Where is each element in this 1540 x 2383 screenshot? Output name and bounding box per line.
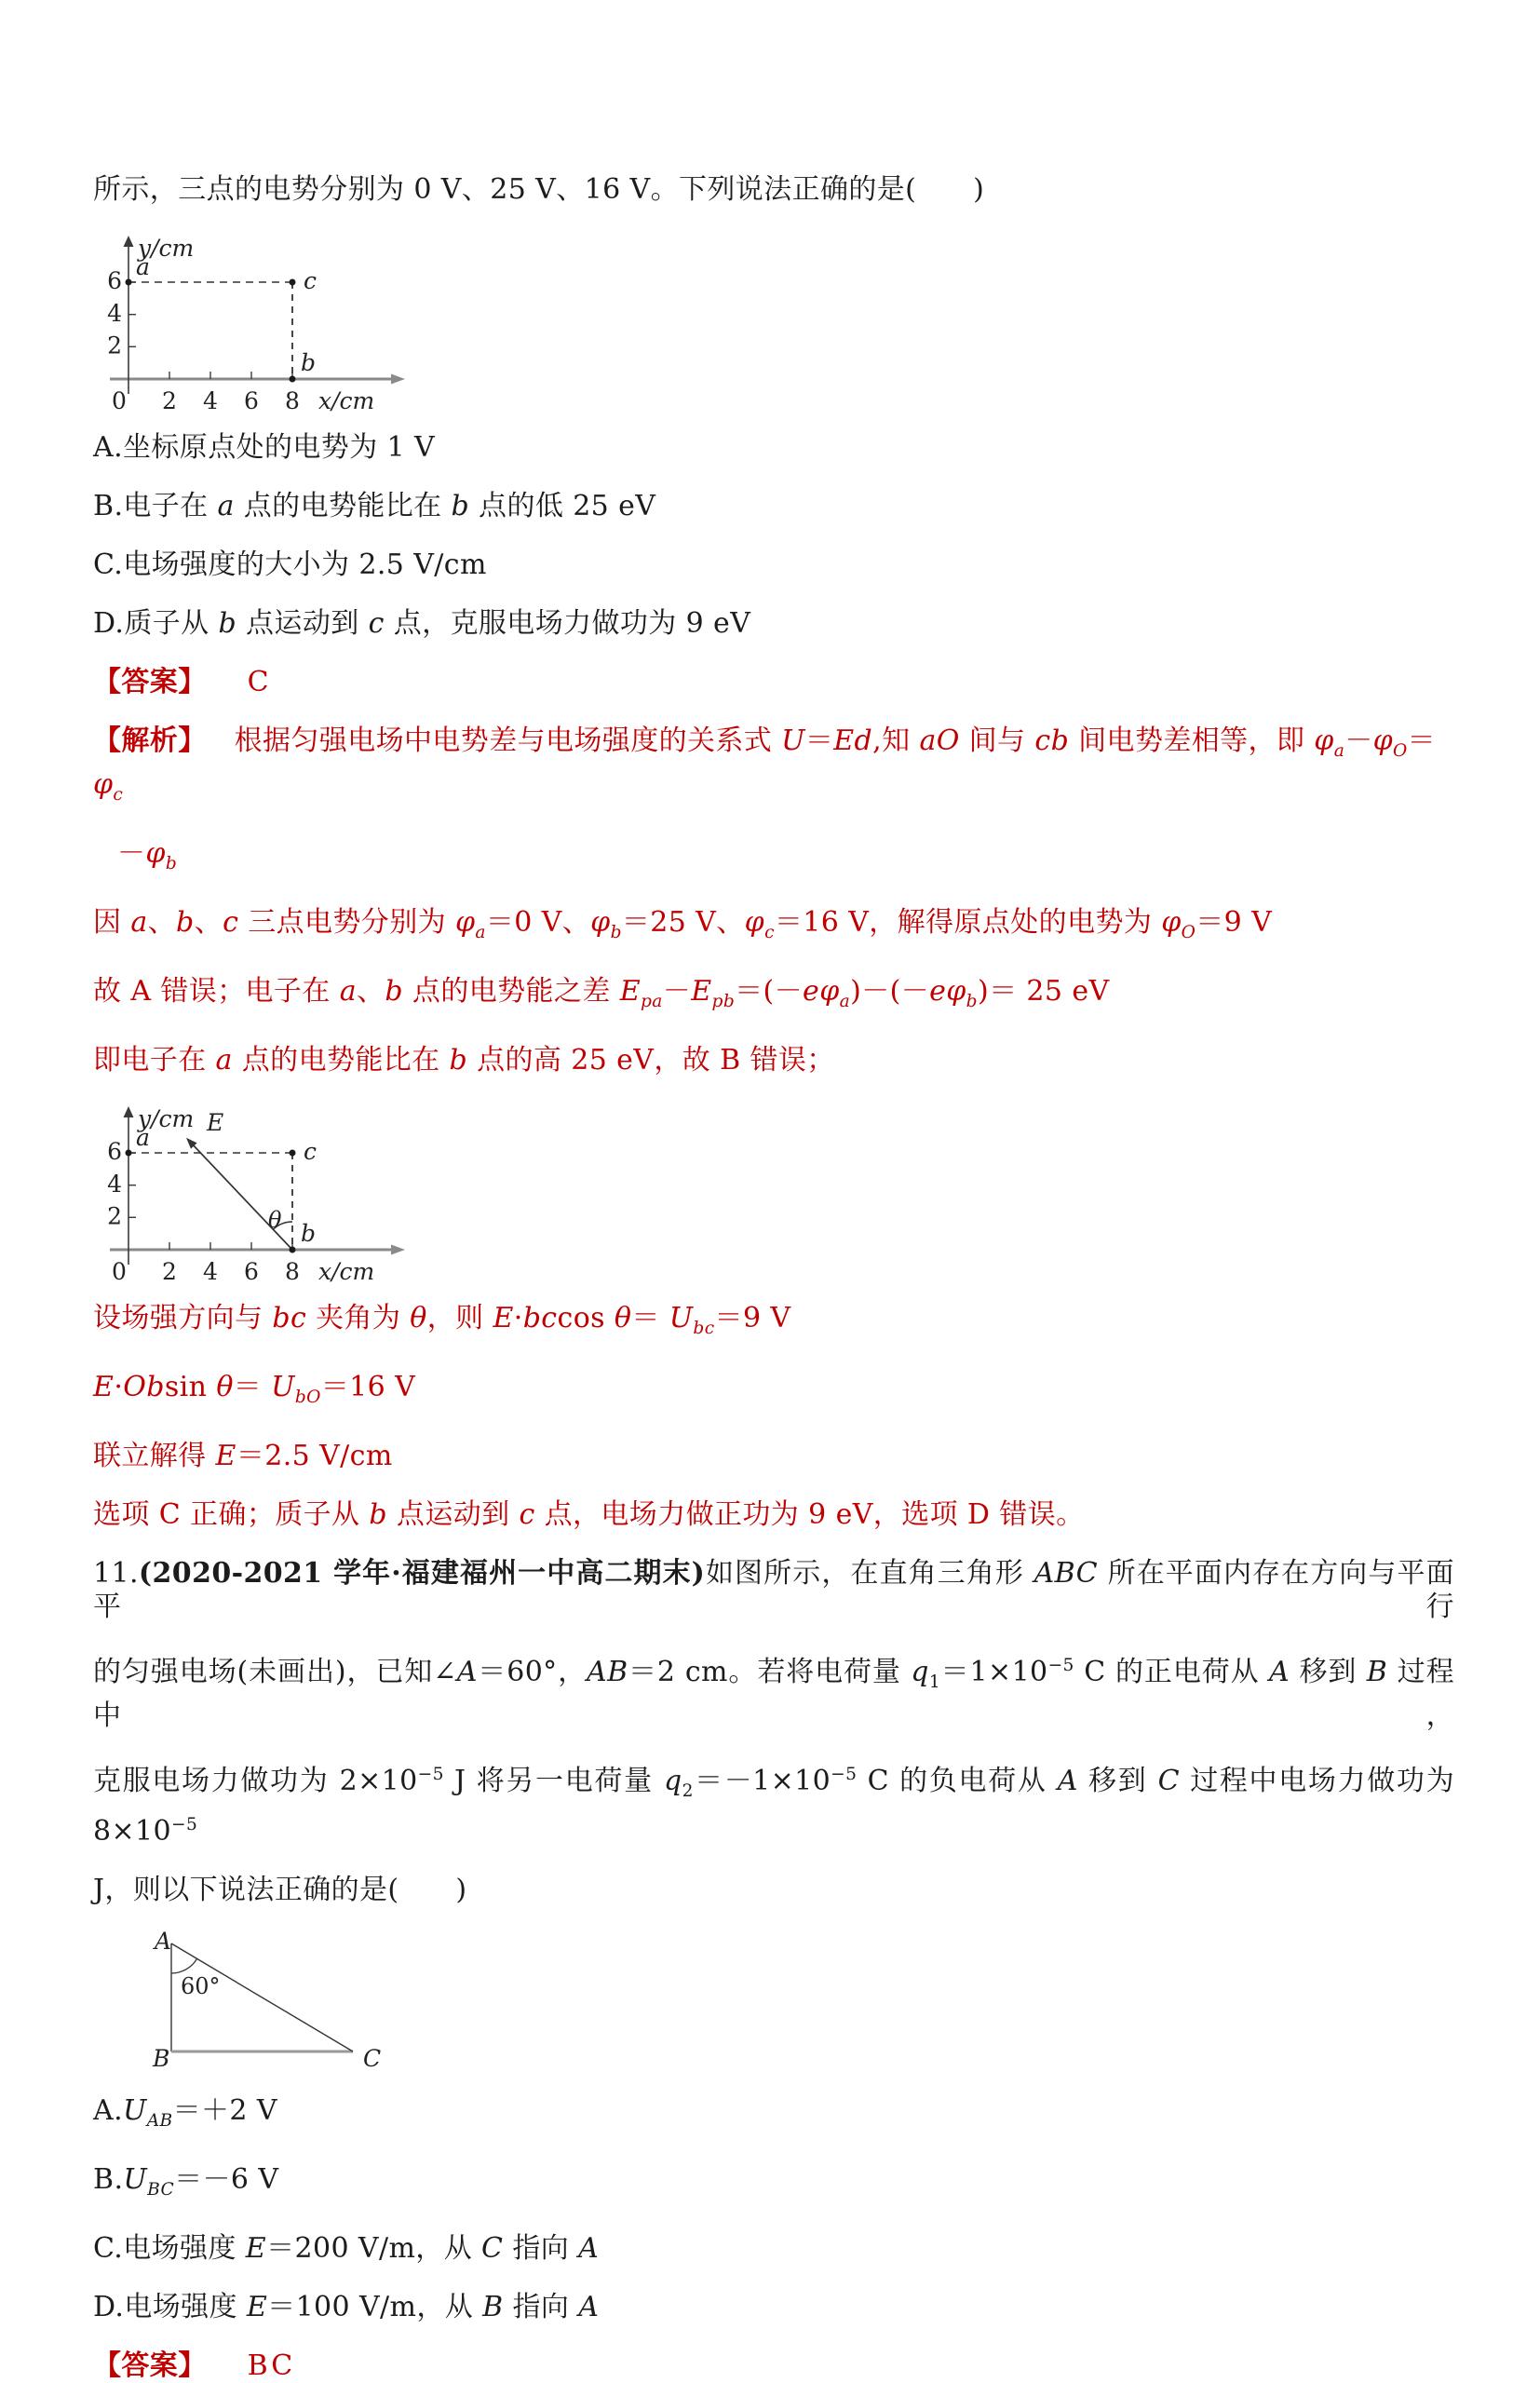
y-tick-label-2: 2 bbox=[107, 332, 122, 359]
y-tick-label-6: 6 bbox=[107, 267, 122, 294]
y-tick-label-4: 4 bbox=[107, 300, 122, 327]
q10-analysis-line-2: $-\varphi_b$ bbox=[117, 837, 178, 873]
q10-option-c: C.电场强度的大小为 2.5 V/cm bbox=[93, 548, 487, 581]
q10-analysis-line-5: 即电子在 a 点的电势能比在 b 点的高 25 eV，故 B 错误； bbox=[93, 1044, 835, 1076]
vertex-b-label: B bbox=[153, 2045, 170, 2072]
point-c-dot bbox=[290, 279, 296, 286]
q10-answer-label: 【答案】 bbox=[93, 666, 207, 698]
point-b-label: b bbox=[301, 349, 317, 376]
question-intro: 所示，三点的电势分别为 0 V、25 V、16 V。下列说法正确的是( ) bbox=[93, 173, 985, 206]
x-tick-label-6: 6 bbox=[244, 387, 259, 414]
angle-arc bbox=[171, 1958, 197, 1973]
x-axis-label: x/cm bbox=[318, 387, 375, 414]
q10-analysis-text-1: 根据匀强电场中电势差与电场强度的关系式 U＝Ed,知 aO 间与 cb 间电势差相等，即 $\varphi_a-\varphi_O=\varphi_c$ bbox=[93, 724, 1437, 805]
q10-axes-figure bbox=[97, 232, 413, 416]
point-c-label: c bbox=[304, 267, 317, 294]
point-c-dot bbox=[290, 1150, 296, 1157]
q10-analysis-line-3: 因 a、b、c 三点电势分别为 $\varphi_a=0$ V、$\varphi_b=25$ V、$\varphi_c=16$ V，解得原点处的电势为 $\varphi_O=9$ V bbox=[93, 906, 1273, 942]
q11-stem-line-2: 的匀强电场(未画出)，已知∠A＝60°，AB＝2 cm。若将电荷量 $q_1=1\times 10^{-5}$ C 的正电荷从 A 移到 B 过程中， bbox=[93, 1656, 1454, 1732]
y-tick-label-4: 4 bbox=[107, 1171, 122, 1198]
x-tick-label-8: 8 bbox=[285, 387, 300, 414]
q11-answer-label: 【答案】 bbox=[93, 2349, 207, 2382]
point-a-label: a bbox=[136, 253, 150, 280]
point-a-dot bbox=[126, 279, 132, 286]
q10-option-d: D.质子从 b 点运动到 c 点，克服电场力做功为 9 eV bbox=[93, 607, 751, 640]
q10-solution-figure bbox=[97, 1103, 413, 1287]
q11-stem-line-3: 克服电场力做功为 $2\times 10^{-5}$ J 将另一电荷量 $q_2=-1\times 10^{-5}$ C 的负电荷从 A 移到 C 过程中电场力做功为 $8\times 10^{-5}$ bbox=[93, 1765, 1454, 1848]
q11-triangle-figure bbox=[97, 1928, 404, 2079]
point-a-dot bbox=[126, 1150, 132, 1157]
q10-analysis-label: 【解析】 bbox=[93, 724, 207, 757]
q11-option-a: $A.U_{AB}=+2$ V bbox=[93, 2094, 277, 2131]
q10-answer-value: C bbox=[247, 666, 272, 698]
y-axis-label: y/cm bbox=[138, 1105, 195, 1132]
q10-analysis-line-6: 设场强方向与 bc 夹角为 θ，则 E·bccos $\theta= U_{bc}=9$ V bbox=[93, 1302, 791, 1338]
x-axis-label: x/cm bbox=[318, 1258, 375, 1285]
q10-analysis-line-4: 故 A 错误；电子在 a、b 点的电势能之差 $E_{pa}-E_{pb}=(-e\varphi_a)-(-e\varphi_b)= 25$ eV bbox=[93, 975, 1110, 1011]
x-tick-label-4: 4 bbox=[203, 387, 218, 414]
origin-label: 0 bbox=[112, 387, 127, 414]
q11-option-b: $B.U_{BC}=-6$ V bbox=[93, 2163, 279, 2200]
vertex-a-label: A bbox=[155, 1928, 172, 1955]
q11-stem-line-4: J，则以下说法正确的是( ) bbox=[93, 1874, 467, 1906]
field-label: E bbox=[207, 1109, 224, 1136]
q10-analysis-line-9: 选项 C 正确；质子从 b 点运动到 c 点，电场力做正功为 9 eV，选项 D 错误。 bbox=[93, 1498, 1085, 1531]
x-tick-label-4: 4 bbox=[203, 1258, 218, 1285]
q10-analysis-line-8: 联立解得 E＝2.5 V/cm bbox=[93, 1440, 393, 1472]
field-line bbox=[190, 1142, 292, 1250]
q10-analysis-line-7: E·Obsin $\theta= U_{bO}=16$ V bbox=[93, 1371, 416, 1407]
y-tick-label-2: 2 bbox=[107, 1202, 122, 1230]
q10-option-b: B.电子在 a 点的电势能比在 b 点的低 25 eV bbox=[93, 490, 656, 522]
theta-label: θ bbox=[268, 1207, 282, 1233]
origin-label: 0 bbox=[112, 1258, 127, 1285]
q11-answer-line bbox=[93, 2349, 1454, 2383]
x-tick-label-8: 8 bbox=[285, 1258, 300, 1285]
x-axis-arrow bbox=[391, 1245, 405, 1255]
x-tick-label-2: 2 bbox=[162, 1258, 177, 1285]
y-axis-label: y/cm bbox=[138, 235, 195, 262]
q11-stem-line-1: 11.(2020-2021 学年·福建福州一中高二期末)如图所示，在直角三角形 ABC 所在平面内存在方向与平面平行 bbox=[93, 1557, 1454, 1623]
vertex-c-label: C bbox=[363, 2045, 382, 2072]
q10-analysis-line-1 bbox=[93, 724, 1454, 812]
point-b-dot bbox=[290, 376, 296, 383]
point-a-label: a bbox=[136, 1124, 150, 1151]
point-b-dot bbox=[290, 1247, 296, 1253]
q11-option-c: C.电场强度 E＝200 V/m，从 C 指向 A bbox=[93, 2232, 600, 2265]
q10-option-a: A.坐标原点处的电势为 1 V bbox=[93, 431, 436, 464]
y-tick-label-6: 6 bbox=[107, 1138, 122, 1165]
q10-answer-line bbox=[93, 666, 1454, 699]
angle-label: 60° bbox=[181, 1973, 221, 1999]
x-axis-arrow bbox=[391, 374, 405, 385]
point-c-label: c bbox=[304, 1138, 317, 1165]
x-tick-label-2: 2 bbox=[162, 387, 177, 414]
q11-option-d: D.电场强度 E＝100 V/m，从 B 指向 A bbox=[93, 2291, 600, 2323]
q11-answer-value: BC bbox=[247, 2349, 296, 2382]
y-axis-arrow bbox=[124, 1106, 134, 1117]
point-b-label: b bbox=[301, 1220, 317, 1247]
y-axis-arrow bbox=[124, 236, 134, 247]
x-tick-label-6: 6 bbox=[244, 1258, 259, 1285]
